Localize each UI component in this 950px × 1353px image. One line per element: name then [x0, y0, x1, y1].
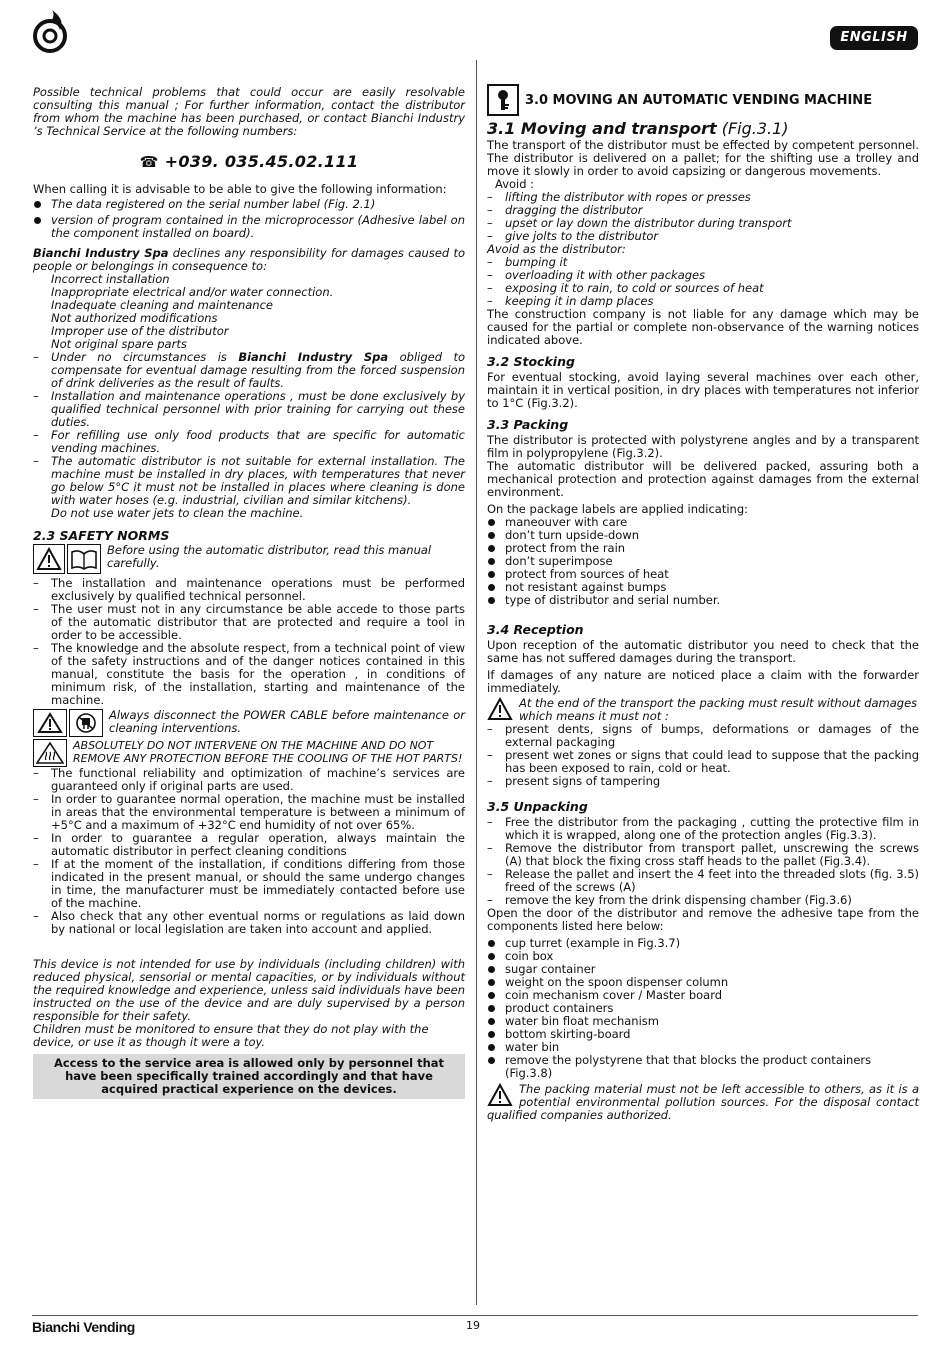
safety-list-1 — [33, 577, 465, 707]
transport-text: The transport of the distributor must be effected by competent personnel. The distributor is delivered on a pallet; for the shifting use a trolley and move it slowly in order to avoid capsizing or dangerous movements. — [487, 138, 919, 178]
list-item: Not original spare parts — [51, 337, 187, 351]
list-item: coin mechanism cover / Master board — [487, 989, 919, 1002]
causes-list — [33, 273, 465, 351]
reception-list — [487, 723, 919, 788]
list-item: – lifting the distributor with ropes or presses — [487, 191, 919, 204]
phone-icon: ☎ — [139, 153, 159, 171]
list-item: – For refilling use only food products that are specific for automatic vending machines. — [33, 429, 465, 455]
safety-read-notice — [33, 544, 465, 574]
list-item: Inappropriate electrical and/or water connection. — [51, 285, 334, 299]
list-item: not resistant against bumps — [487, 581, 919, 594]
avoid-label: Avoid : — [495, 177, 535, 191]
list-item: – Also check that any other eventual norms or regulations as laid down by national or local legislation are taken into account and applied. — [33, 910, 465, 936]
list-item: – keeping it in damp places — [487, 295, 919, 308]
reception-warning-text: At the end of the transport the packing must result without damages which means it must not : — [519, 696, 918, 723]
phone-number: ☎ +039. 035.45.02.111 — [139, 152, 359, 171]
list-item: bottom skirting-board — [487, 1028, 919, 1041]
list-item: product containers — [487, 1002, 919, 1015]
packing-text-1: The distributor is protected with polystyrene angles and by a transparent film in polypropylene (Fig.3.2). — [487, 433, 919, 460]
list-item: – bumping it — [487, 256, 919, 269]
list-item: – The knowledge and the absolute respect, from a technical point of view of the safety instructions and of the danger notices contained in this manual, constitute the basis for the operation , in conditions of minimum risk, of the installation, starting and maintenance of the machine. — [33, 642, 465, 707]
list-item: – Release the pallet and insert the 4 feet into the threaded slots (fig. 3.5) freed of the screws (A) — [487, 868, 919, 894]
right-column — [487, 84, 919, 1122]
avoid-as-list — [487, 256, 919, 308]
list-item: – dragging the distributor — [487, 204, 919, 217]
unpacking-list — [487, 816, 919, 907]
intro-text: Possible technical problems that could occur are easily resolvable consulting this manual ; For further information, contact the distributor from whom the machine has been purchased, or contact Bianchi Industry ’s Technical Service at the following numbers: — [33, 85, 465, 138]
list-item: – present dents, signs of bumps, deformations or damages of the external packaging — [487, 723, 919, 749]
labels-intro: On the package labels are applied indicating: — [487, 502, 749, 516]
notes-list — [33, 351, 465, 507]
hot-icons — [33, 739, 67, 767]
list-item: – Installation and maintenance operations , must be done exclusively by qualified technical personnel with prior training for carrying out these duties. — [33, 390, 465, 429]
moving-title: 3.1 Moving and transport (Fig.3.1) — [487, 119, 789, 138]
reception-warning-icons — [487, 697, 513, 721]
safety-list-2 — [33, 767, 465, 936]
hot-surface-icon — [33, 739, 67, 767]
section-header — [487, 84, 919, 116]
reception-title: 3.4 Reception — [487, 622, 584, 637]
warning-triangle-icon — [33, 544, 65, 574]
packing-text-2: The automatic distributor will be delivered packed, assuring both a mechanical protection and protection against damages from the external environment. — [487, 459, 919, 499]
list-item: – exposing it to rain, to cold or sources of heat — [487, 282, 919, 295]
list-item: – In order to guarantee normal operation, the machine must be installed in areas that the environmental temperature is between a minimum of +5°C and a maximum of +32°C end humidity of not over 65%. — [33, 793, 465, 832]
left-column — [33, 86, 465, 1099]
footer-rule — [32, 1315, 918, 1316]
list-item: coin box — [487, 950, 919, 963]
list-item: – Free the distributor from the packaging , cutting the protective film in which it is wrapped, along one of the protection angles (Fig.3.3). — [487, 816, 919, 842]
avoid-list — [487, 191, 919, 243]
info-list — [33, 198, 465, 240]
packing-title: 3.3 Packing — [487, 417, 569, 432]
list-item: don’t turn upside-down — [487, 529, 919, 542]
unplug-icon — [69, 709, 103, 737]
reception-warning — [487, 697, 919, 723]
power-warning-text: Always disconnect the POWER CABLE before maintenance or cleaning interventions. — [109, 708, 465, 735]
list-item: Not authorized modifications — [51, 311, 218, 325]
footer-brand: Bianchi Vending — [32, 1319, 135, 1335]
list-item: – The functional reliability and optimization of machine’s services are guaranteed only if original parts are used. — [33, 767, 465, 793]
safety-read-text: Before using the automatic distributor, read this manual carefully. — [107, 543, 432, 570]
reception-text-1: Upon reception of the automatic distributor you need to check that the same has not suffered damages during the transport. — [487, 638, 919, 665]
power-icons — [33, 709, 103, 737]
list-item: remove the polystyrene that that blocks the product containers (Fig.3.8) — [487, 1054, 919, 1080]
list-item: Inadequate cleaning and maintenance — [51, 298, 273, 312]
list-item: – The user must not in any circumstance be able accede to those parts of the automatic distributor that are protected and require a tool in order to be accessible. — [33, 603, 465, 642]
list-item: weight on the spoon dispenser column — [487, 976, 919, 989]
company-logo — [30, 8, 72, 54]
stocking-text: For eventual stocking, avoid laying several machines over each other, maintain it in vertical position, in dry places with temperatures not inferior to 1°C (Fig.3.2). — [487, 370, 919, 410]
list-item: – Under no circumstances is Bianchi Industry Spa obliged to compensate for eventual damage resulting from the forced suspension of drink deliveries as the result of faults. — [33, 351, 465, 390]
list-item: type of distributor and serial number. — [487, 594, 919, 607]
list-item: cup turret (example in Fig.3.7) — [487, 937, 919, 950]
list-item: water bin float mechanism — [487, 1015, 919, 1028]
list-item: Incorrect installation — [51, 272, 170, 286]
packing-warning-text: The packing material must not be left accessible to others, as it is a potential environmental pollution sources. For the disposal contact qualified companies authorized. — [487, 1082, 919, 1122]
list-item: don’t superimpose — [487, 555, 919, 568]
manual-book-icon — [67, 544, 101, 574]
warning-triangle-icon — [33, 709, 67, 737]
packing-warning — [487, 1083, 919, 1122]
list-item: – present signs of tampering — [487, 775, 919, 788]
list-item: water bin — [487, 1041, 919, 1054]
key-icon — [487, 84, 519, 116]
warning-icons — [33, 544, 101, 574]
safety-title: 2.3 SAFETY NORMS — [33, 528, 170, 543]
hot-parts-warning — [33, 739, 465, 767]
list-item: sugar container — [487, 963, 919, 976]
list-item: Improper use of the distributor — [51, 324, 229, 338]
list-item: – overloading it with other packages — [487, 269, 919, 282]
stocking-title: 3.2 Stocking — [487, 354, 575, 369]
unpacking-title: 3.5 Unpacking — [487, 799, 588, 814]
column-divider — [476, 60, 477, 1305]
list-item: – present wet zones or signs that could lead to suppose that the packing has been exposed to rain, cold or heat. — [487, 749, 919, 775]
hot-warning-text: ABSOLUTELY DO NOT INTERVENE ON THE MACHINE AND DO NOT REMOVE ANY PROTECTION BEFORE THE COOLING OF THE HOT PARTS! — [73, 739, 463, 765]
declines-text: Bianchi Industry Spa declines any responsibility for damages caused to people or belongings in consequence to: — [33, 246, 466, 273]
packing-warning-icons — [487, 1083, 513, 1107]
list-item: The data registered on the serial number label (Fig. 2.1) — [33, 198, 465, 211]
list-item: – remove the key from the drink dispensing chamber (Fig.3.6) — [487, 894, 919, 907]
list-item: – give jolts to the distributor — [487, 230, 919, 243]
list-item: protect from the rain — [487, 542, 919, 555]
children-notice: Children must be monitored to ensure that they do not play with the device, or use it as though it were a toy. — [33, 1022, 429, 1049]
open-door-text: Open the door of the distributor and remove the adhesive tape from the components listed here below: — [487, 906, 919, 933]
list-item: protect from sources of heat — [487, 568, 919, 581]
list-item: – upset or lay down the distributor during transport — [487, 217, 919, 230]
list-item: version of program contained in the microprocessor (Adhesive label on the component installed on board). — [33, 214, 465, 240]
avoid-as-label: Avoid as the distributor: — [487, 242, 626, 256]
water-jets-text: Do not use water jets to clean the machine. — [51, 506, 304, 520]
list-item: – If at the moment of the installation, if conditions differing from those indicated in the present manual, or should the same undergo changes in time, the manufacturer must be immediately contacted before use of the machine. — [33, 858, 465, 910]
warning-triangle-icon — [487, 1083, 513, 1107]
calling-text: When calling it is advisable to be able to give the following information: — [33, 182, 447, 196]
list-item: – The installation and maintenance operations must be performed exclusively by qualified technical personnel. — [33, 577, 465, 603]
reception-text-2: If damages of any nature are noticed place a claim with the forwarder immediately. — [487, 668, 919, 695]
access-notice-box: Access to the service area is allowed only by personnel that have been specifically trained accordingly and that have acquired practical experience on the devices. — [33, 1054, 465, 1099]
labels-list — [487, 516, 919, 607]
page-number: 19 — [466, 1319, 480, 1332]
power-warning — [33, 709, 465, 737]
construction-text: The construction company is not liable for any damage which may be caused for the partial or complete non-observance of the warning notices indicated above. — [487, 307, 919, 347]
list-item: – In order to guarantee a regular operation, always maintain the automatic distributor in perfect cleaning conditions — [33, 832, 465, 858]
section-title: 3.0 MOVING AN AUTOMATIC VENDING MACHINE — [525, 92, 873, 108]
list-item: – The automatic distributor is not suitable for external installation. The machine must be installed in dry places, with temperatures that never go below 5°C it must not be installed in places where cleaning is done with water hoses (e.g. industrial, civilian and similar kitchens). — [33, 455, 465, 507]
warning-triangle-icon — [487, 697, 513, 721]
list-item: – Remove the distributor from transport pallet, unscrewing the screws (A) that block the fixing cross staff heads to the pallet (Fig.3.4). — [487, 842, 919, 868]
device-notice: This device is not intended for use by individuals (including children) with reduced physical, sensorial or mental capacities, or by individuals without the required knowledge and experience, unless said individuals have been instructed on the use of the device and are duly supervised by a person responsible for their safety. — [33, 957, 465, 1023]
language-badge: ENGLISH — [830, 26, 918, 50]
components-list — [487, 937, 919, 1080]
list-item: maneouver with care — [487, 516, 919, 529]
